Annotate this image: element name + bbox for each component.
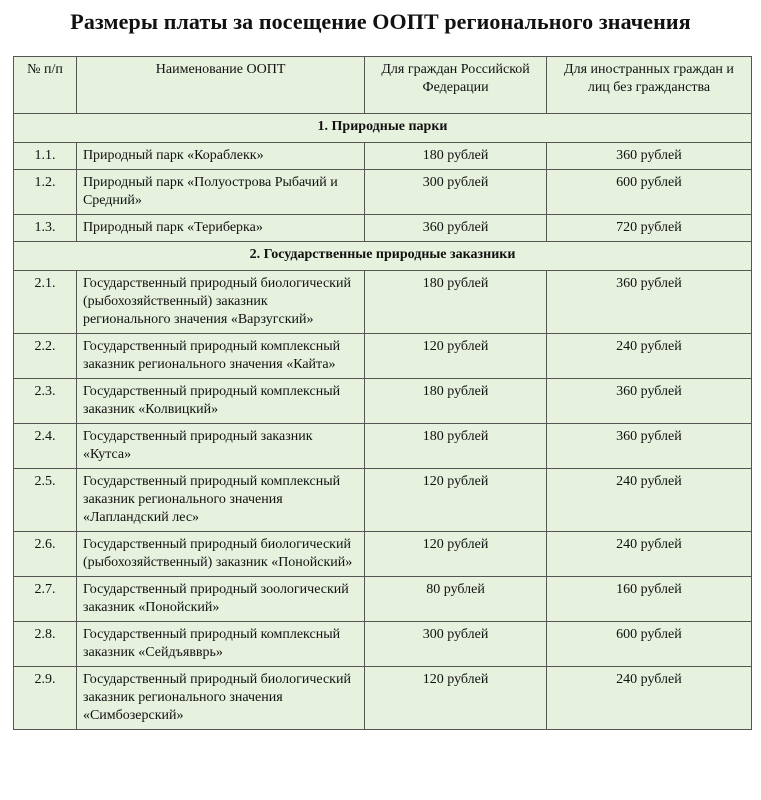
table-row bbox=[14, 667, 752, 730]
row-price-foreign: 600 рублей bbox=[546, 170, 751, 215]
table-row bbox=[14, 577, 752, 622]
table-row bbox=[14, 622, 752, 667]
row-name: Государственный природный зоологический заказник «Понойский» bbox=[76, 577, 364, 622]
row-name: Государственный природный комплексный заказник регионального значения «Лапландский лес» bbox=[76, 469, 364, 532]
row-price-foreign: 240 рублей bbox=[546, 334, 751, 379]
row-num: 1.1. bbox=[14, 143, 77, 170]
table-row bbox=[14, 334, 752, 379]
row-price-rf: 120 рублей bbox=[365, 334, 547, 379]
row-price-rf: 300 рублей bbox=[365, 170, 547, 215]
row-num: 2.4. bbox=[14, 424, 77, 469]
table-row bbox=[14, 143, 752, 170]
row-price-rf: 180 рублей bbox=[365, 424, 547, 469]
section-title-reserves: 2. Государственные природные заказники bbox=[14, 242, 752, 271]
table-row bbox=[14, 532, 752, 577]
row-num: 2.7. bbox=[14, 577, 77, 622]
table-row bbox=[14, 215, 752, 242]
table-row bbox=[14, 271, 752, 334]
table-header-row bbox=[14, 57, 752, 114]
row-price-rf: 120 рублей bbox=[365, 469, 547, 532]
row-num: 2.9. bbox=[14, 667, 77, 730]
row-price-foreign: 160 рублей bbox=[546, 577, 751, 622]
header-num: № п/п bbox=[14, 57, 77, 114]
row-name: Государственный природный комплексный заказник «Колвицкий» bbox=[76, 379, 364, 424]
row-num: 2.2. bbox=[14, 334, 77, 379]
row-num: 2.1. bbox=[14, 271, 77, 334]
row-num: 1.2. bbox=[14, 170, 77, 215]
row-price-foreign: 600 рублей bbox=[546, 622, 751, 667]
row-name: Государственный природный биологический заказник регионального значения «Симбозерский» bbox=[76, 667, 364, 730]
row-num: 2.6. bbox=[14, 532, 77, 577]
page-title: Размеры платы за посещение ООПТ регионального значения bbox=[70, 9, 691, 34]
row-price-foreign: 240 рублей bbox=[546, 469, 751, 532]
row-num: 2.3. bbox=[14, 379, 77, 424]
row-price-rf: 120 рублей bbox=[365, 532, 547, 577]
header-foreign: Для иностранных граждан и лиц без гражданства bbox=[546, 57, 751, 114]
row-name: Государственный природный комплексный заказник «Сейдъявврь» bbox=[76, 622, 364, 667]
row-num: 1.3. bbox=[14, 215, 77, 242]
row-price-foreign: 360 рублей bbox=[546, 424, 751, 469]
row-price-rf: 180 рублей bbox=[365, 379, 547, 424]
row-price-rf: 300 рублей bbox=[365, 622, 547, 667]
row-name: Государственный природный заказник «Кутса» bbox=[76, 424, 364, 469]
row-name: Природный парк «Териберка» bbox=[76, 215, 364, 242]
row-price-rf: 180 рублей bbox=[365, 143, 547, 170]
table-row bbox=[14, 379, 752, 424]
row-num: 2.5. bbox=[14, 469, 77, 532]
row-price-foreign: 240 рублей bbox=[546, 667, 751, 730]
fee-table bbox=[13, 56, 752, 730]
row-price-foreign: 720 рублей bbox=[546, 215, 751, 242]
row-price-foreign: 360 рублей bbox=[546, 271, 751, 334]
row-price-foreign: 360 рублей bbox=[546, 379, 751, 424]
row-price-rf: 80 рублей bbox=[365, 577, 547, 622]
table-row bbox=[14, 424, 752, 469]
row-price-foreign: 360 рублей bbox=[546, 143, 751, 170]
table-row bbox=[14, 469, 752, 532]
table-row bbox=[14, 170, 752, 215]
row-name: Природный парк «Полуострова Рыбачий и Средний» bbox=[76, 170, 364, 215]
header-name: Наименование ООПТ bbox=[76, 57, 364, 114]
section-row bbox=[14, 114, 752, 143]
section-row bbox=[14, 242, 752, 271]
row-name: Природный парк «Кораблекк» bbox=[76, 143, 364, 170]
row-name: Государственный природный биологический (рыбохозяйственный) заказник регионального значения «Варзугский» bbox=[76, 271, 364, 334]
row-price-rf: 120 рублей bbox=[365, 667, 547, 730]
row-num: 2.8. bbox=[14, 622, 77, 667]
row-price-foreign: 240 рублей bbox=[546, 532, 751, 577]
row-price-rf: 360 рублей bbox=[365, 215, 547, 242]
section-title-parks: 1. Природные парки bbox=[14, 114, 752, 143]
row-price-rf: 180 рублей bbox=[365, 271, 547, 334]
header-rf: Для граждан Российской Федерации bbox=[365, 57, 547, 114]
row-name: Государственный природный комплексный заказник регионального значения «Кайта» bbox=[76, 334, 364, 379]
row-name: Государственный природный биологический (рыбохозяйственный) заказник «Понойский» bbox=[76, 532, 364, 577]
